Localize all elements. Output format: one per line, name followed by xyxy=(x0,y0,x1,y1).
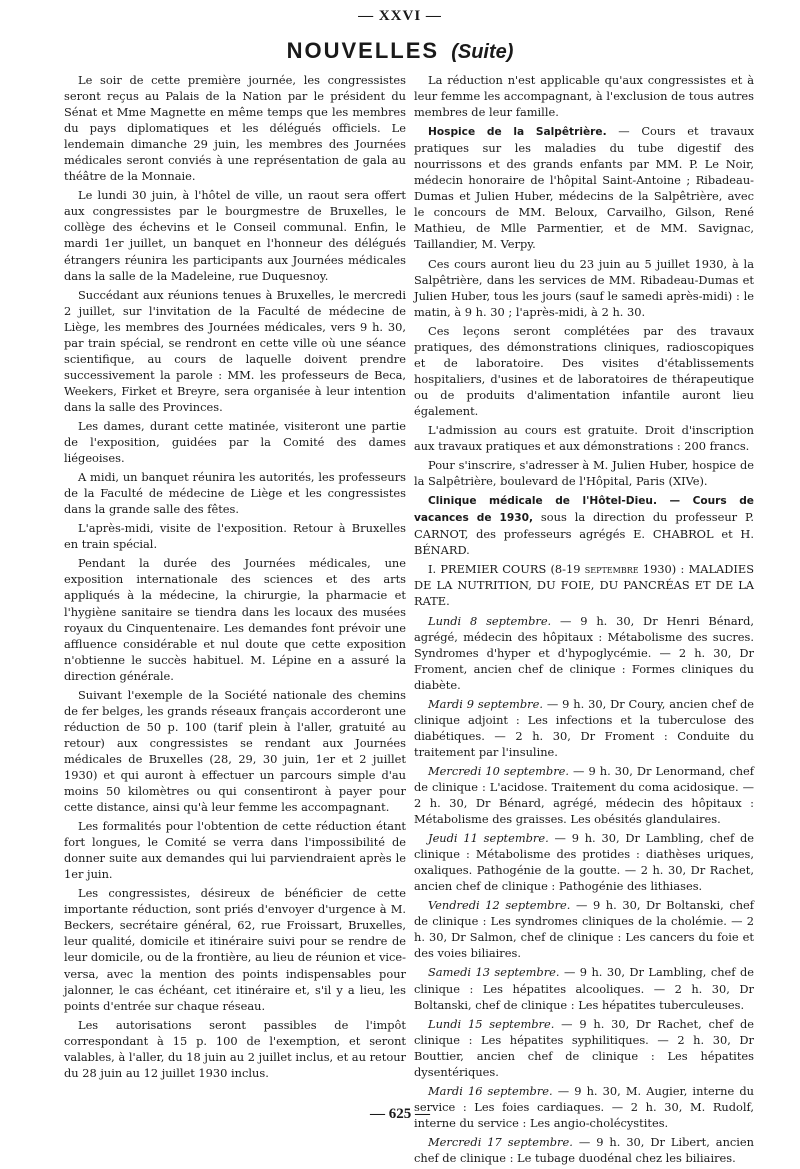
schedule-item xyxy=(414,1134,754,1166)
section-heading: Hospice de la Salpêtrière. xyxy=(428,126,607,139)
title-text: NOUVELLES xyxy=(286,38,440,63)
paragraph: L'après-midi, visite de l'exposition. Retour à Bruxelles en train spécial. xyxy=(64,521,406,552)
paragraph: Les formalités pour l'obtention de cette réduction étant fort longues, le Comité se verra dans l'impossibilité de donner suite aux demandes qui lui parviendraient après le 1er juin. xyxy=(64,819,406,882)
schedule-day: Mercredi 17 septembre. xyxy=(428,1134,573,1149)
paragraph: Les congressistes, désireux de bénéficier de cette importante réduction, sont priés d'envoyer d'urgence à M. Beckers, secrétaire général, 62, rue Froissart, Bruxelles, leur qualité, domicile et itinéraire suivi pour se rendre de leur domicile, ou de la frontière, au lieu de réunion et vice-versa, avec la mention des points indispensables pour jalonner, le cas échéant, cet itinéraire et, s'il y a lieu, les points d'entrée sur chaque réseau. xyxy=(64,886,406,1013)
schedule-text: — 9 h. 30, Dr Henri Bénard, agrégé, médecin des hôpitaux : Métabolisme des sucres. Syndromes d'hyper et d'hypoglycémie. — 2 h. 30, Dr Froment, ancien chef de clinique : Formes cliniques du diabète. xyxy=(414,613,754,692)
salpetriere-section xyxy=(414,123,754,252)
schedule-item xyxy=(414,830,754,894)
paragraph: Suivant l'exemple de la Société nationale des chemins de fer belges, les grands réseaux français accorderont une réduction de 50 p. 100 (tarif plein à l'aller, gratuité au retour) aux congressistes se rendant aux Journées médicales de Bruxelles (28, 29, 30 juin, 1er et 2 juillet 1930) et qui auront à effectuer un parcours simple d'au moins 50 kilomètres ou qui consentiront à payer pour cette distance, ainsi qu'à leur femme les accompagnant. xyxy=(64,687,406,815)
left-column xyxy=(64,72,406,1084)
section-text: — Cours et travaux pratiques sur les maladies du tube digestif des nourrissons et des grands enfants par MM. P. Le Noir, médecin honoraire de l'hôpital Saint-Antoine ; Ribadeau-Dumas et Julien Huber, médecins de la Salpêtrière, avec le concours de MM. Beloux, Carvailho, Gilson, René Mathieu, de Mlle Parmentier, et de MM. Savignac, Taillandier, M. Verpy. xyxy=(414,124,754,252)
schedule-item xyxy=(414,964,754,1012)
schedule-day: Jeudi 11 septembre. xyxy=(428,831,549,846)
schedule-item xyxy=(414,1016,754,1080)
paragraph: Le lundi 30 juin, à l'hôtel de ville, un raout sera offert aux congressistes par le bourgmestre de Bruxelles, le collège des échevins et le Conseil communal. Enfin, le mardi 1er juillet, un banquet en l'honneur des délégués étrangers réunira les participants aux Journées médicales dans la salle de la Madeleine, rue Duquesnoy. xyxy=(64,188,406,283)
schedule-text: — 9 h. 30, Dr Lambling, chef de clinique : Métabolisme des protides : diathèses uriques, oxaliques. Pathogénie de la goutte. — 2 h. 30, Dr Rachet, ancien chef de clinique : Pathogénie des lithiases. xyxy=(414,831,754,894)
schedule-item xyxy=(414,763,754,827)
schedule-item xyxy=(414,897,754,961)
schedule-text: — 9 h. 30, Dr Lambling, chef de clinique : Les hépatites alcooliques. — 2 h. 30, Dr Boltanski, chef de clinique : Les hépatites tuberculeuses. xyxy=(414,965,754,1012)
paragraph: Ces leçons seront complétées par des travaux pratiques, des démonstrations cliniques, radioscopiques et de laboratoire. Des visites d'établissements hospitaliers, d'usines et de laboratoires de thérapeutique ou de produits d'alimentation infantile auront lieu également. xyxy=(414,323,754,418)
schedule-day: Samedi 13 septembre. xyxy=(428,965,560,980)
schedule-text: — 9 h. 30, M. Augier, interne du service : Les foies cardiaques. — 2 h. 30, M. Rudolf, interne du service : Les angio-cholécystites. xyxy=(414,1083,754,1130)
running-head: — XXVI — xyxy=(358,8,442,24)
paragraph: A midi, un banquet réunira les autorités, les professeurs de la Faculté de médecine de Liège et les congressistes dans la grande salle des fêtes. xyxy=(64,470,406,517)
paragraph: Le soir de cette première journée, les congressistes seront reçus au Palais de la Nation par le président du Sénat et Mme Magnette en même temps que les membres du pays diplomatiques et les délégués officiels. Le lendemain dimanche 29 juin, les membres des Journées médicales seront conviés à une représentation de gala au théâtre de la Monnaie. xyxy=(64,73,406,184)
schedule-day: Mardi 9 septembre. xyxy=(428,696,543,711)
schedule-day: Vendredi 12 septembre. xyxy=(428,898,571,913)
paragraph: Les autorisations seront passibles de l'impôt correspondant à 15 p. 100 de l'exemption, et seront valables, à l'aller, du 18 juin au 2 juillet inclus, et au retour du 28 juin au 12 juillet 1930 inclus. xyxy=(64,1017,406,1080)
paragraph: La réduction n'est applicable qu'aux congressistes et à leur femme les accompagnant, à l'exclusion de tous autres membres de leur famille. xyxy=(414,73,754,120)
schedule-text: — 9 h. 30, Dr Libert, ancien chef de clinique : Le tubage duodénal chez les biliaires. xyxy=(414,1134,754,1165)
page-title xyxy=(0,38,800,64)
schedule-text: — 9 h. 30, Dr Boltanski, chef de clinique : Les syndromes cliniques de la cholémie. — 2 h. 30, Dr Salmon, chef de clinique : Les cancers du foie et des voies biliaires. xyxy=(414,898,754,961)
schedule-day: Mercredi 10 septembre. xyxy=(428,763,570,778)
paragraph: Les dames, durant cette matinée, visiteront une partie de l'exposition, guidées par la Comité des dames liégeoises. xyxy=(64,418,406,466)
paragraph: Pendant la durée des Journées médicales, une exposition internationale des sciences et des arts appliqués à la médecine, la chirurgie, la pharmacie et l'hygiène sanitaire se tiendra dans les locaux des musées royaux du Cinquentenaire. Les demandes font prévoir une affluence considérable et nul doute que cette exposition n'obtienne le succès habituel. M. Lépine en a assuré la direction générale. xyxy=(64,556,406,683)
paragraph: Succédant aux réunions tenues à Bruxelles, le mercredi 2 juillet, sur l'invitation de la Faculté de médecine de Liège, les membres des Journées médicales, vers 9 h. 30, par train spécial, se rendront en cette ville où une séance scientifique, au cours de laquelle doivent prendre successivement la parole : MM. les professeurs de Beca, Weekers, Firket et Breyre, sera organisée à leur intention dans la salle des Provinces. xyxy=(64,287,406,414)
page-number: — 625 — xyxy=(370,1106,430,1122)
paragraph: Ces cours auront lieu du 23 juin au 5 juillet 1930, à la Salpêtrière, dans les services de MM. Ribadeau-Dumas et Julien Huber, tous les jours (sauf le samedi après-midi) : le matin, à 9 h. 30 ; l'après-midi, à 2 h. 30. xyxy=(414,256,754,319)
course-heading: I. PREMIER COURS (8-19 septembre 1930) : MALADIES DE LA NUTRITION, DU FOIE, DU PANCRÉAS ET DE LA RATE. xyxy=(414,562,754,609)
right-column xyxy=(414,72,754,1169)
paragraph: L'admission au cours est gratuite. Droit d'inscription aux travaux pratiques et aux démonstrations : 200 francs. xyxy=(414,422,754,454)
title-suite: (Suite) xyxy=(451,41,514,63)
schedule-text: — 9 h. 30, Dr Lenormand, chef de clinique : L'acidose. Traitement du coma acidosique. — 2 h. 30, Dr Bénard, agrégé, médecin des hôpitaux : Métabolisme des graisses. Les obésités glandulaires. xyxy=(414,763,754,827)
hotel-dieu-section xyxy=(414,492,754,558)
section-heading: Clinique médicale de l'Hôtel-Dieu. — Cours de vacances de 1930, xyxy=(414,495,754,525)
schedule-day: Lundi 15 septembre. xyxy=(428,1016,555,1031)
paragraph: Pour s'inscrire, s'adresser à M. Julien Huber, hospice de la Salpêtrière, boulevard de l'Hôpital, Paris (XIVe). xyxy=(414,458,754,489)
schedule-item xyxy=(414,613,754,693)
schedule-day: Mardi 16 septembre. xyxy=(428,1083,553,1098)
schedule-text: — 9 h. 30, Dr Rachet, chef de clinique : Les hépatites syphilitiques. — 2 h. 30, Dr Bouttier, ancien chef de clinique : Les hépatites dysentériques. xyxy=(414,1016,754,1079)
section-text: sous la direction du professeur P. CARNOT, des professeurs agrégés E. CHABROL et H. BÉNARD. xyxy=(414,510,755,558)
schedule-text: — 9 h. 30, Dr Coury, ancien chef de clinique adjoint : Les infections et la tuberculose des diabétiques. — 2 h. 30, Dr Froment : Conduite du traitement par l'insuline. xyxy=(414,696,755,759)
schedule-day: Lundi 8 septembre. xyxy=(428,613,552,628)
schedule-item xyxy=(414,696,754,760)
